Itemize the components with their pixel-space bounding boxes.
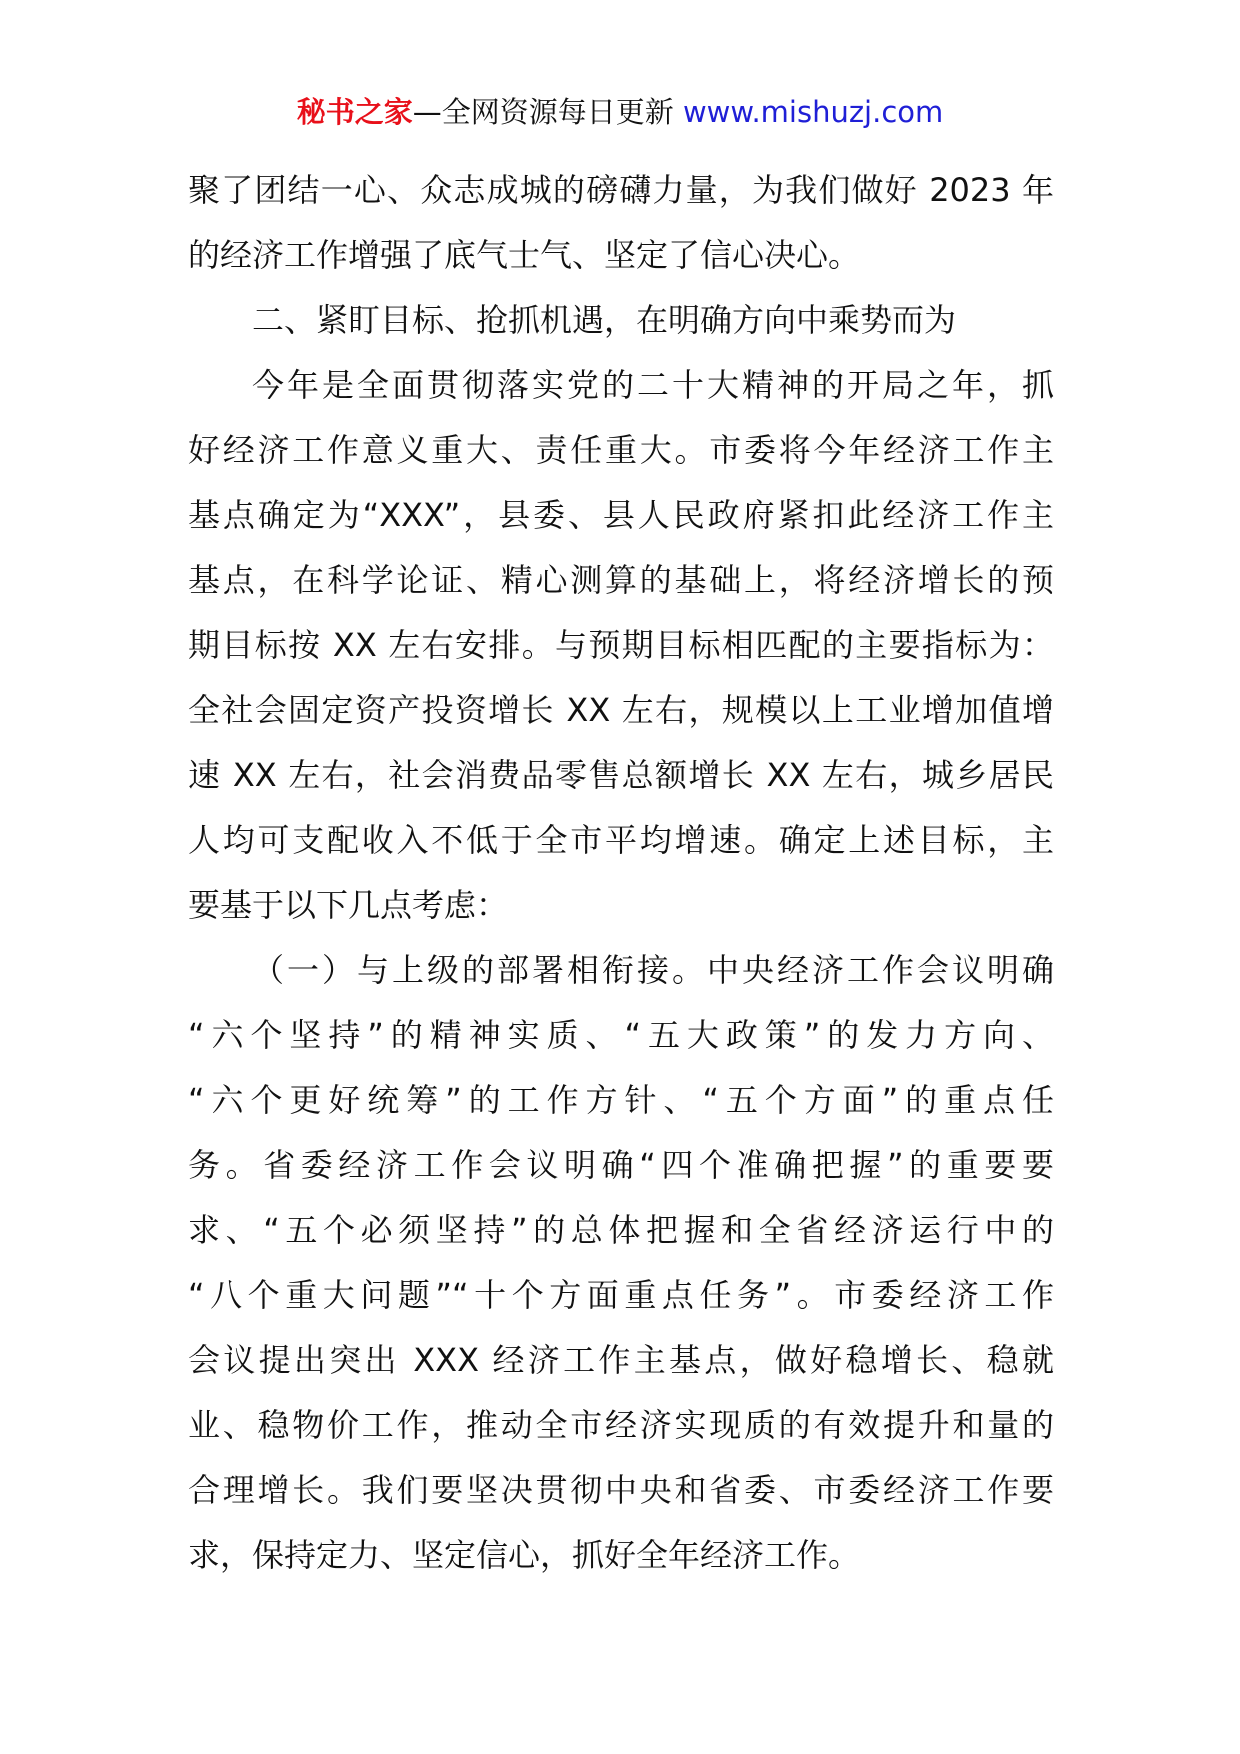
text-line: 求、“五个必须坚持”的总体把握和全省经济运行中的 bbox=[188, 1211, 1054, 1249]
text-line: 的经济工作增强了底气士气、坚定了信心决心。 bbox=[188, 236, 861, 274]
section-heading: 二、紧盯目标、抢抓机遇，在明确方向中乘势而为 bbox=[252, 301, 957, 339]
text-line: “六个更好统筹”的工作方针、“五个方面”的重点任 bbox=[188, 1081, 1054, 1119]
text-line: 好经济工作意义重大、责任重大。市委将今年经济工作主 bbox=[188, 431, 1054, 469]
header-tagline: —全网资源每日更新 bbox=[412, 95, 674, 129]
text-line: 人均可支配收入不低于全市平均增速。确定上述目标，主 bbox=[188, 821, 1054, 859]
text-line: 速 XX 左右，社会消费品零售总额增长 XX 左右，城乡居民 bbox=[188, 756, 1054, 794]
text-line: 合理增长。我们要坚决贯彻中央和省委、市委经济工作要 bbox=[188, 1471, 1054, 1509]
text-line: “六个坚持”的精神实质、“五大政策”的发力方向、 bbox=[188, 1016, 1054, 1054]
text-line: 业、稳物价工作，推动全市经济实现质的有效提升和量的 bbox=[188, 1406, 1054, 1444]
text-line: 要基于以下几点考虑： bbox=[188, 886, 509, 924]
text-line: 全社会固定资产投资增长 XX 左右，规模以上工业增加值增 bbox=[188, 691, 1054, 729]
text-line: 今年是全面贯彻落实党的二十大精神的开局之年，抓 bbox=[252, 366, 1054, 404]
site-url-link[interactable]: www.mishuzj.com bbox=[682, 95, 944, 129]
text-line: 求，保持定力、坚定信心，抓好全年经济工作。 bbox=[188, 1536, 861, 1574]
subsection-heading: （一）与上级的部署相衔接。中央经济工作会议明确 bbox=[252, 951, 1054, 989]
site-header bbox=[0, 92, 1240, 132]
text-line: 聚了团结一心、众志成城的磅礴力量，为我们做好 2023 年 bbox=[188, 171, 1054, 209]
document-body bbox=[188, 158, 1054, 1588]
text-line: 基点，在科学论证、精心测算的基础上，将经济增长的预 bbox=[188, 561, 1054, 599]
text-line: 务。省委经济工作会议明确“四个准确把握”的重要要 bbox=[188, 1146, 1054, 1184]
text-line: 基点确定为“XXX”，县委、县人民政府紧扣此经济工作主 bbox=[188, 496, 1054, 534]
text-line: “八个重大问题”“十个方面重点任务”。市委经济工作 bbox=[188, 1276, 1054, 1314]
text-line: 会议提出突出 XXX 经济工作主基点，做好稳增长、稳就 bbox=[188, 1341, 1054, 1379]
brand-name: 秘书之家 bbox=[296, 95, 413, 129]
text-line: 期目标按 XX 左右安排。与预期目标相匹配的主要指标为： bbox=[188, 626, 1054, 664]
